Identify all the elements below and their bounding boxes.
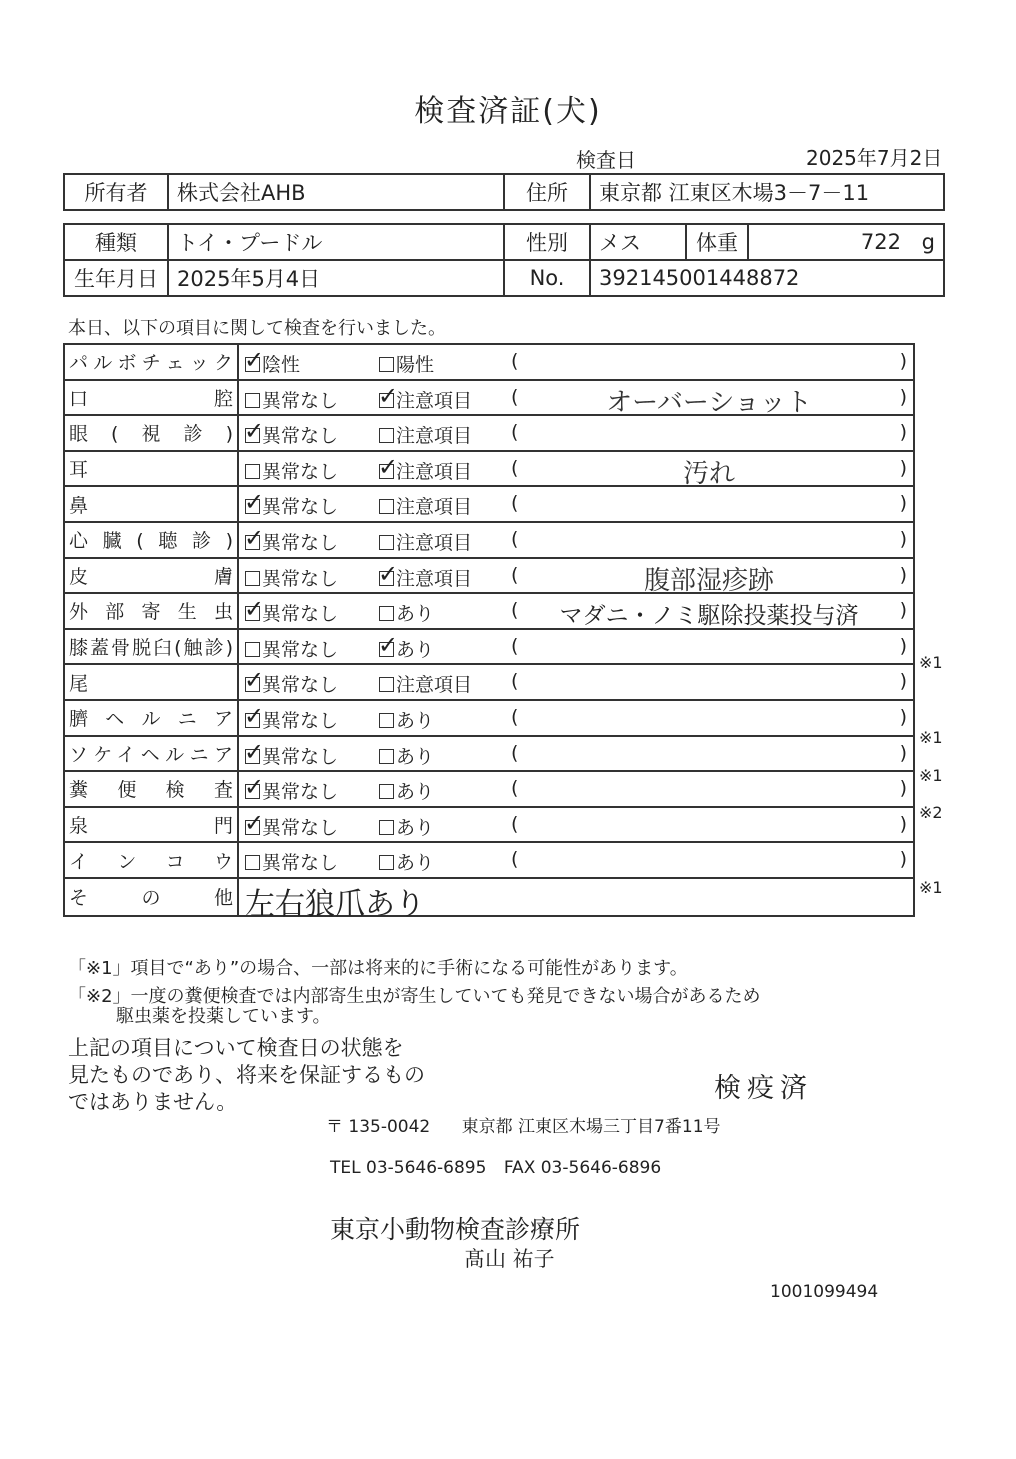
checkbox-unchecked-icon	[379, 357, 394, 372]
exam-row	[64, 558, 914, 594]
checkbox-unchecked-icon	[245, 464, 260, 479]
statement-line1: 上記の項目について検査日の状態を	[68, 1036, 404, 1060]
option-2	[379, 635, 434, 662]
paren-open: (	[511, 563, 519, 586]
checkbox-checked-icon	[245, 428, 260, 443]
exam-item-label: ソケイヘルニア	[69, 743, 233, 766]
option-2-label: あり	[396, 603, 435, 626]
footnote-mark: ※1	[919, 653, 943, 672]
paren-open: (	[511, 350, 519, 372]
address-label: 住所	[504, 174, 590, 210]
paren-close: )	[899, 848, 907, 871]
option-2-label: 注意項目	[396, 460, 473, 483]
checkbox-unchecked-icon	[379, 784, 394, 799]
paren-open: (	[511, 527, 519, 550]
paren-close: )	[899, 812, 907, 835]
paren-open: (	[511, 421, 519, 444]
clinic-name: 東京小動物検査診療所	[330, 1215, 581, 1244]
paren-close: )	[899, 705, 907, 728]
exam-row	[64, 380, 914, 416]
option-1	[245, 457, 338, 484]
postal-code: 〒 135-0042	[326, 1117, 431, 1137]
exam-note: オーバーショット	[606, 387, 812, 418]
paren-open: (	[511, 385, 519, 408]
option-2-label: あり	[396, 709, 435, 732]
paren-open: (	[511, 599, 519, 622]
option-1	[245, 813, 338, 840]
clinic-address-line	[326, 1112, 721, 1137]
exam-item-label: 泉門	[69, 815, 233, 838]
other-label: その他	[69, 887, 233, 910]
footnote-2-line2: 駆虫薬を投薬しています。	[116, 1006, 331, 1027]
exam-date: 2025年7月2日	[806, 146, 943, 170]
option-2	[379, 350, 434, 377]
option-1	[245, 564, 338, 591]
option-2	[379, 777, 434, 804]
paren-close: )	[899, 456, 907, 479]
option-2-label: 注意項目	[396, 389, 473, 412]
exam-item-label: 耳	[69, 459, 89, 482]
option-1-label: 異常なし	[262, 567, 339, 590]
option-2	[379, 742, 434, 769]
exam-result-cell	[238, 771, 914, 807]
exam-item-cell	[64, 700, 238, 736]
exam-item-cell	[64, 664, 238, 700]
option-1	[245, 421, 338, 448]
animal-table	[63, 223, 945, 297]
exam-result-cell	[238, 522, 914, 558]
checkbox-unchecked-icon	[379, 428, 394, 443]
option-2	[379, 386, 472, 413]
serial-number: 1001099494	[770, 1282, 879, 1302]
exam-item-label: 糞便検査	[69, 779, 233, 802]
paren-close: )	[899, 527, 907, 550]
exam-result-cell	[238, 700, 914, 736]
birth-label: 生年月日	[64, 260, 168, 296]
footnote-1: 「※1」項目で“あり”の場合、一部は将来的に手術になる可能性があります。	[68, 958, 688, 979]
option-2-label: 注意項目	[396, 425, 473, 448]
option-1-label: 異常なし	[262, 781, 339, 804]
other-cell	[238, 878, 914, 922]
checkbox-checked-icon	[245, 535, 260, 550]
exam-row	[64, 451, 914, 487]
checkbox-checked-icon	[245, 677, 260, 692]
paren-close: )	[899, 421, 907, 444]
option-2	[379, 706, 434, 733]
weight-cell	[748, 224, 944, 260]
exam-item-cell	[64, 522, 238, 558]
footnote-mark: ※1	[919, 765, 943, 785]
checkbox-checked-icon	[245, 357, 260, 372]
option-1	[245, 670, 338, 697]
exam-item-cell	[64, 842, 238, 878]
exam-item-label: 膝蓋骨脱臼(触診)	[69, 637, 233, 660]
paren-open: (	[511, 492, 519, 515]
option-1-label: 異常なし	[262, 745, 339, 768]
paren-close: )	[899, 777, 907, 800]
exam-result-cell	[238, 842, 914, 878]
exam-item-cell	[64, 771, 238, 807]
option-1-label: 異常なし	[262, 674, 339, 697]
exam-row	[64, 593, 914, 629]
exam-item-label: パルボチェック	[69, 352, 233, 375]
checkbox-checked-icon	[245, 820, 260, 835]
exam-item-cell	[64, 486, 238, 522]
exam-result-cell	[238, 451, 914, 487]
checkbox-unchecked-icon	[379, 820, 394, 835]
paren-open: (	[511, 634, 519, 657]
statement-line2: 見たものであり、将来を保証するもの	[68, 1063, 425, 1087]
checkbox-checked-icon	[245, 499, 260, 514]
other-value: 左右狼爪あり	[245, 886, 425, 922]
exam-item-cell	[64, 380, 238, 416]
exam-row	[64, 771, 914, 807]
exam-item-label: インコウ	[69, 850, 233, 873]
exam-row	[64, 700, 914, 736]
paren-close: )	[899, 385, 907, 408]
option-2-label: あり	[396, 745, 435, 768]
paren-close: )	[899, 670, 907, 693]
owner-value: 株式会社AHB	[168, 174, 504, 210]
option-1	[245, 635, 338, 662]
option-2-label: あり	[396, 852, 435, 875]
option-2-label: 注意項目	[396, 496, 473, 519]
contact-line	[330, 1158, 661, 1178]
exam-row	[64, 629, 914, 665]
exam-row	[64, 807, 914, 843]
paren-close: )	[899, 563, 907, 586]
option-2	[379, 813, 434, 840]
sex-value: メス	[590, 224, 686, 260]
exam-result-cell	[238, 380, 914, 416]
option-2	[379, 457, 472, 484]
exam-result-cell	[238, 629, 914, 665]
option-2	[379, 599, 434, 626]
exam-item-cell	[64, 558, 238, 594]
paren-open: (	[511, 848, 519, 871]
option-2	[379, 564, 472, 591]
paren-close: )	[899, 634, 907, 657]
checkbox-unchecked-icon	[245, 393, 260, 408]
exam-item-label: 臍ヘルニア	[69, 708, 233, 731]
exam-item-cell	[64, 736, 238, 772]
document-title: 検査済証(犬)	[414, 94, 602, 129]
checkbox-unchecked-icon	[379, 535, 394, 550]
footnote-mark: ※1	[919, 878, 943, 897]
vet-name: 髙山 祐子	[464, 1247, 555, 1271]
paren-close: )	[899, 599, 907, 622]
exam-result-cell	[238, 736, 914, 772]
footnote-2-line1: 「※2」一度の糞便検査では内部寄生虫が寄生していても発見できない場合があるため	[68, 986, 761, 1007]
option-1-label: 異常なし	[262, 638, 339, 661]
option-1-label: 異常なし	[262, 425, 339, 448]
exam-item-cell	[64, 629, 238, 665]
option-1-label: 異常なし	[262, 389, 339, 412]
weight-unit: g	[921, 230, 935, 254]
exam-row	[64, 344, 914, 380]
checkbox-checked-icon	[245, 749, 260, 764]
breed-value: トイ・プードル	[168, 224, 504, 260]
option-1-label: 異常なし	[262, 496, 339, 519]
owner-table	[63, 173, 945, 211]
exam-item-label: 尾	[69, 672, 89, 695]
exam-result-cell	[238, 664, 914, 700]
quarantine-stamp: 検疫済	[714, 1073, 813, 1104]
exam-row	[64, 736, 914, 772]
paren-close: )	[899, 492, 907, 515]
option-1-label: 陰性	[262, 354, 301, 376]
exam-item-label: 外部寄生虫	[69, 601, 233, 624]
weight-label: 体重	[686, 224, 748, 260]
exam-result-cell	[238, 344, 914, 380]
option-1	[245, 528, 338, 555]
paren-open: (	[511, 456, 519, 479]
exam-note: マダニ・ノミ駆除投薬投与済	[559, 603, 859, 630]
paren-open: (	[511, 812, 519, 835]
option-1	[245, 492, 338, 519]
exam-row	[64, 415, 914, 451]
checkbox-checked-icon	[379, 571, 394, 586]
option-2	[379, 421, 472, 448]
paren-open: (	[511, 705, 519, 728]
checkbox-unchecked-icon	[379, 713, 394, 728]
option-2	[379, 492, 472, 519]
exam-item-cell	[64, 451, 238, 487]
exam-item-cell	[64, 344, 238, 380]
checkbox-unchecked-icon	[379, 677, 394, 692]
checkbox-unchecked-icon	[379, 855, 394, 870]
option-1	[245, 706, 338, 733]
option-2	[379, 670, 472, 697]
checkbox-unchecked-icon	[379, 606, 394, 621]
paren-open: (	[511, 670, 519, 693]
weight-value: 722	[860, 230, 901, 254]
no-label: No.	[504, 260, 590, 296]
exam-date-label: 検査日	[576, 148, 636, 172]
footnote-mark: ※2	[919, 803, 943, 822]
exam-item-cell	[64, 878, 238, 916]
exam-item-label: 口腔	[69, 387, 233, 410]
checkbox-unchecked-icon	[379, 749, 394, 764]
option-1-label: 異常なし	[262, 816, 339, 839]
checkbox-checked-icon	[379, 464, 394, 479]
checkbox-unchecked-icon	[379, 499, 394, 514]
exam-result-cell	[238, 486, 914, 522]
exam-result-cell	[238, 415, 914, 451]
checkbox-unchecked-icon	[245, 642, 260, 657]
paren-close: )	[899, 350, 907, 372]
birth-value: 2025年5月4日	[168, 260, 504, 296]
exam-note: 腹部湿疹跡	[643, 565, 774, 596]
option-2-label: 注意項目	[396, 531, 473, 554]
checkbox-checked-icon	[379, 642, 394, 657]
option-1-label: 異常なし	[262, 603, 339, 626]
option-2-label: 注意項目	[396, 674, 473, 697]
option-2-label: 注意項目	[396, 567, 473, 590]
paren-open: (	[511, 741, 519, 764]
exam-row-other	[64, 878, 914, 916]
checkbox-checked-icon	[245, 606, 260, 621]
option-1-label: 異常なし	[262, 460, 339, 483]
exam-item-label: 心臓(聴診)	[69, 530, 233, 553]
address-value: 東京都 江東区木場3－7－11	[590, 174, 944, 210]
paren-close: )	[899, 741, 907, 764]
exam-result-cell	[238, 593, 914, 629]
option-2-label: あり	[396, 816, 435, 839]
checkbox-checked-icon	[379, 393, 394, 408]
exam-row	[64, 486, 914, 522]
no-value: 392145001448872	[590, 260, 944, 296]
exam-item-label: 皮膚	[69, 565, 233, 588]
exam-item-cell	[64, 415, 238, 451]
exam-item-cell	[64, 807, 238, 843]
option-1-label: 異常なし	[262, 531, 339, 554]
option-2-label: あり	[396, 781, 435, 804]
exam-item-cell	[64, 593, 238, 629]
statement-line3: ではありません。	[68, 1090, 238, 1114]
exam-item-label: 鼻	[69, 494, 89, 517]
exam-item-label: 眼(視診)	[69, 423, 233, 446]
option-1	[245, 350, 300, 377]
intro-text: 本日、以下の項目に関して検査を行いました。	[68, 318, 446, 339]
exam-result-cell	[238, 807, 914, 843]
option-1-label: 異常なし	[262, 709, 339, 732]
option-1	[245, 599, 338, 626]
checkbox-checked-icon	[245, 784, 260, 799]
checkbox-unchecked-icon	[245, 855, 260, 870]
tel: TEL 03-5646-6895	[330, 1158, 487, 1178]
fax: FAX 03-5646-6896	[503, 1158, 662, 1178]
option-1	[245, 848, 338, 875]
exam-row	[64, 842, 914, 878]
exam-note: 汚れ	[682, 458, 735, 489]
exam-row	[64, 522, 914, 558]
paren-open: (	[511, 777, 519, 800]
option-2	[379, 528, 472, 555]
footnote-mark: ※1	[919, 728, 943, 747]
owner-label: 所有者	[64, 174, 168, 210]
sex-label: 性別	[504, 224, 590, 260]
option-1	[245, 386, 338, 413]
option-2	[379, 848, 434, 875]
exam-row	[64, 664, 914, 700]
option-1-label: 異常なし	[262, 852, 339, 875]
checkbox-unchecked-icon	[245, 571, 260, 586]
clinic-address: 東京都 江東区木場三丁目7番11号	[461, 1117, 721, 1137]
exam-table	[63, 343, 915, 922]
option-1	[245, 777, 338, 804]
breed-label: 種類	[64, 224, 168, 260]
option-2-label: あり	[396, 638, 435, 661]
option-1	[245, 742, 338, 769]
option-2-label: 陽性	[396, 354, 435, 376]
exam-result-cell	[238, 558, 914, 594]
checkbox-checked-icon	[245, 713, 260, 728]
